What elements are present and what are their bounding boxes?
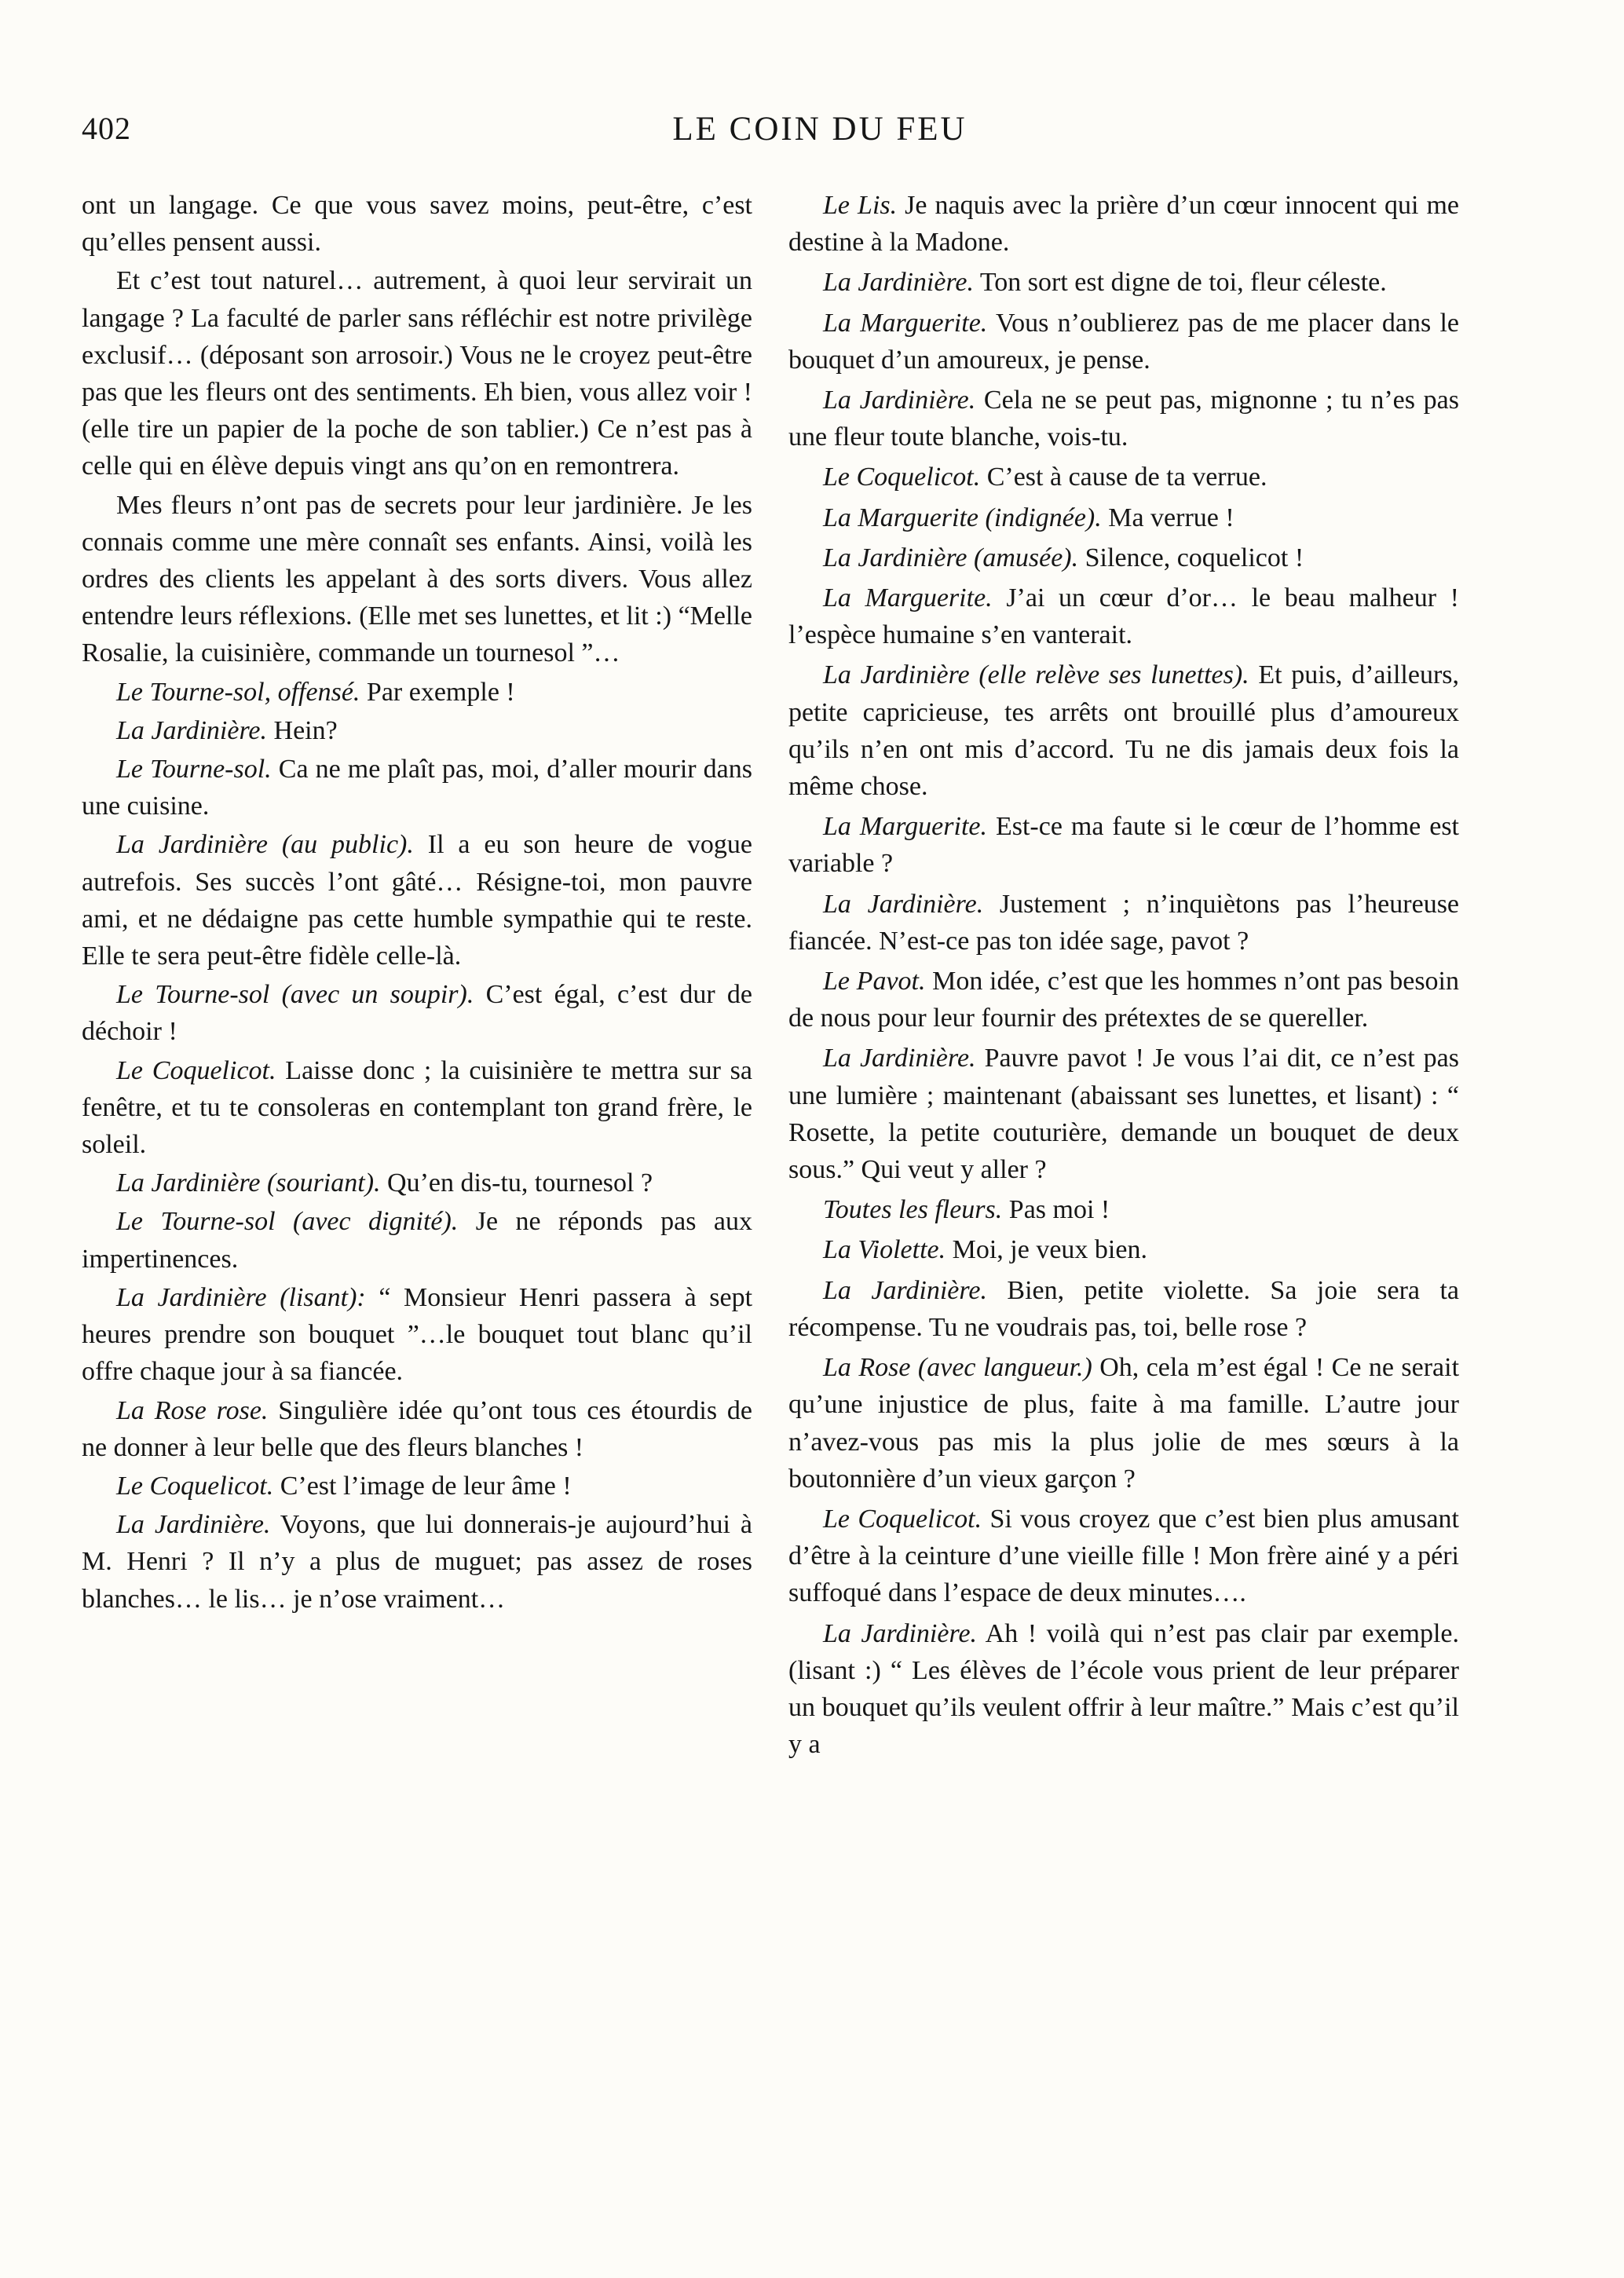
paragraph-text: Si vous croyez que c’est bien plus amusant d’être à la ceinture d’une vieille fille ! Mon frère ainé y a péri suffoqué dans l’espace de deux minutes…. (788, 1504, 1460, 1608)
paragraph-text: Justement ; n’inquiètons pas l’heureuse fiancée. N’est-ce pas ton idée sage, pavot ? (788, 889, 1460, 956)
speaker-name: Le Coquelicot. (823, 463, 981, 492)
prose-paragraph (82, 187, 752, 261)
prose-paragraph (82, 487, 752, 672)
page-number: 402 (82, 111, 131, 146)
dialogue-line (788, 656, 1459, 805)
dialogue-line (82, 1468, 752, 1505)
paragraph-text: Singulière idée qu’ont tous ces étourdis de ne donner à leur belle que des fleurs blanches ! (82, 1395, 753, 1462)
paragraph-text: “ Monsieur Henri passera à sept heures prendre son bouquet ”…le bouquet tout blanc qu’il offre chaque jour à sa fiancée. (82, 1282, 753, 1387)
speaker-name: Le Tourne-sol. (116, 755, 272, 784)
paragraph-text: Par exemple ! (366, 677, 515, 707)
dialogue-line (788, 539, 1459, 576)
dialogue-line (82, 1165, 752, 1201)
speaker-name: La Jardinière (116, 1168, 261, 1198)
dialogue-line (788, 187, 1459, 261)
paragraph-text: Mes fleurs n’ont pas de secrets pour leur jardinière. Je les connais comme une mère connaît ses enfants. Ainsi, voilà les ordres des clients les appelant à des sorts divers. Vous allez entendre leurs réflexions. (Elle met ses lunettes, et lit :) “Melle Rosalie, la cuisinière, commande un tournesol ”… (82, 490, 752, 668)
paragraph-text: C’est égal, c’est dur de déchoir ! (82, 980, 752, 1047)
paragraph-text: J’ai un cœur d’or… le beau malheur ! l’espèce humaine s’en vanterait. (788, 583, 1459, 650)
speaker-name: La Violette. (823, 1235, 946, 1265)
speaker-name: La Jardinière. (823, 889, 984, 919)
stage-direction: (elle relève ses lunettes). (978, 660, 1249, 690)
paragraph-text: C’est à cause de ta verrue. (986, 463, 1267, 492)
dialogue-line (788, 264, 1459, 301)
speaker-name: Le Tourne-sol, offensé. (116, 677, 360, 707)
paragraph-text: Il a eu son heure de vogue autrefois. Ses succès l’ont gâté… Résigne-toi, mon pauvre ami, et ne dédaigne pas cette humble sympathie qui te reste. Elle te sera peut-être fidèle celle-là. (82, 830, 753, 971)
dialogue-line (82, 1279, 752, 1391)
stage-direction: (souriant). (267, 1168, 381, 1198)
speaker-name: Toutes les fleurs. (823, 1195, 1003, 1225)
dialogue-line (788, 580, 1459, 653)
dialogue-line (788, 1349, 1459, 1497)
dialogue-line (788, 1615, 1459, 1764)
paragraph-text: Bien, petite violette. Sa joie sera ta récompense. Tu ne voudrais pas, toi, belle rose ? (788, 1275, 1460, 1342)
speaker-name: La Jardinière. (823, 268, 975, 298)
speaker-name: La Jardinière. (116, 715, 268, 745)
stage-direction: (amusée). (974, 543, 1079, 572)
speaker-name: La Jardinière. (823, 1044, 976, 1073)
dialogue-line (82, 976, 752, 1050)
paragraph-text: Mon idée, c’est que les hommes n’ont pas besoin de nous pour leur fournir des prétextes de se quereller. (788, 967, 1459, 1033)
paragraph-text: Voyons, que lui donnerais-je aujourd’hui à M. Henri ? Il n’y a plus de muguet; pas assez de roses blanches… le lis… je n’ose vraiment… (82, 1510, 752, 1614)
paragraph-text: Est-ce ma faute si le cœur de l’homme est variable ? (788, 812, 1459, 879)
speaker-name: La Jardinière. (823, 1275, 987, 1305)
speaker-name: Le Pavot. (823, 967, 926, 996)
running-title: LE COIN DU FEU (672, 111, 967, 148)
speaker-name: Le Coquelicot. (116, 1055, 276, 1085)
speaker-name: La Jardinière (823, 660, 970, 690)
paragraph-text: Silence, coquelicot ! (1084, 543, 1304, 572)
speaker-name: Le Coquelicot. (116, 1471, 274, 1501)
dialogue-line (82, 674, 752, 711)
page-header (82, 110, 1464, 157)
dialogue-line (82, 1506, 752, 1618)
speaker-name: La Rose (823, 1353, 911, 1383)
dialogue-line (788, 886, 1459, 960)
dialogue-line (788, 305, 1459, 378)
dialogue-line (82, 1392, 752, 1466)
speaker-name: Le Coquelicot. (823, 1504, 982, 1534)
stage-direction: (indignée). (985, 503, 1102, 532)
speaker-name: La Marguerite. (823, 583, 993, 613)
paragraph-text: Je ne réponds pas aux impertinences. (82, 1207, 753, 1274)
dialogue-line (788, 1501, 1459, 1612)
stage-direction: (avec dignité). (293, 1207, 459, 1237)
paragraph-text: Pas moi ! (1008, 1195, 1110, 1225)
paragraph-text: Vous n’oublierez pas de me placer dans le bouquet d’un amoureux, je pense. (788, 308, 1459, 375)
paragraph-text: ont un langage. Ce que vous savez moins, peut-être, c’est qu’elles pensent aussi. (82, 191, 752, 258)
dialogue-line (788, 459, 1459, 495)
dialogue-line (788, 382, 1459, 455)
dialogue-line (788, 499, 1459, 536)
prose-paragraph (82, 262, 752, 484)
dialogue-line (82, 826, 752, 974)
stage-direction: (au public). (281, 830, 414, 860)
right-text-column (788, 187, 1459, 1766)
paragraph-text: Moi, je veux bien. (952, 1235, 1147, 1265)
dialogue-line (788, 1040, 1459, 1188)
paragraph-text: Laisse donc ; la cuisinière te mettra sur sa fenêtre, et tu te consoleras en contemplant ton grand frère, le soleil. (82, 1055, 753, 1160)
speaker-name: La Marguerite. (823, 812, 987, 842)
dialogue-line (788, 963, 1459, 1037)
speaker-name: La Jardinière. (823, 1618, 978, 1648)
paragraph-text: Ah ! voilà qui n’est pas clair par exemple. (lisant :) “ Les élèves de l’école vous prient de leur préparer un bouquet qu’ils veulent offrir à leur maître.” Mais c’est qu’il y a (788, 1618, 1459, 1760)
stage-direction: (avec langueur.) (917, 1353, 1092, 1383)
paragraph-text: Et puis, d’ailleurs, petite capricieuse, tes arrêts ont brouillé plus d’amoureux qu’ils n’en ont mis d’accord. Tu ne dis jamais deux fois la même chose. (788, 660, 1459, 802)
speaker-name: La Jardinière (823, 543, 967, 572)
dialogue-line (82, 1052, 752, 1164)
paragraph-text: Hein? (273, 715, 338, 745)
speaker-name: La Rose rose. (116, 1395, 269, 1425)
paragraph-text: Ton sort est digne de toi, fleur céleste. (979, 268, 1387, 298)
stage-direction: (lisant): (280, 1282, 366, 1312)
speaker-name: Le Tourne-sol (116, 1207, 276, 1237)
stage-direction: (avec un soupir). (281, 980, 474, 1010)
paragraph-text: Ca ne me plaît pas, moi, d’aller mourir dans une cuisine. (82, 755, 752, 821)
paragraph-text: Pauvre pavot ! Je vous l’ai dit, ce n’est pas une lumière ; maintenant (abaissant ses lunettes, et lisant) : “ Rosette, la petite couturière, demande un bouquet de deux sous.” Qui veut y aller ? (788, 1044, 1460, 1185)
left-text-column (82, 187, 752, 1619)
paragraph-text: Qu’en dis-tu, tournesol ? (387, 1168, 653, 1198)
dialogue-line (788, 808, 1459, 882)
speaker-name: La Marguerite (823, 503, 979, 532)
speaker-name: Le Lis. (823, 191, 898, 220)
paragraph-text: Cela ne se peut pas, mignonne ; tu n’es pas une fleur toute blanche, vois-tu. (788, 386, 1459, 452)
dialogue-line (788, 1231, 1459, 1268)
speaker-name: La Jardinière (116, 830, 268, 860)
paragraph-text: Oh, cela m’est égal ! Ce ne serait qu’une injustice de plus, faite à ma famille. L’autre jour n’avez-vous pas mis la plus jolie de mes sœurs à la boutonnière d’un vieux garçon ? (788, 1353, 1460, 1494)
speaker-name: La Marguerite. (823, 308, 988, 338)
dialogue-line (82, 712, 752, 749)
paragraph-text: Ma verrue ! (1108, 503, 1234, 532)
speaker-name: La Jardinière (116, 1282, 267, 1312)
paragraph-text: Et c’est tout naturel… autrement, à quoi leur servirait un langage ? La faculté de parler sans réfléchir est notre privilège exclusif… (déposant son arrosoir.) Vous ne le croyez peut-être pas que les fleurs ont des sentiments. Eh bien, vous allez voir ! (elle tire un papier de la poche de son tablier.) Ce n’est pas à celle qui en élève depuis vingt ans qu’on en remontrera. (82, 266, 752, 481)
dialogue-line (788, 1191, 1459, 1228)
dialogue-line (82, 1203, 752, 1277)
dialogue-line (788, 1272, 1459, 1346)
paragraph-text: Je naquis avec la prière d’un cœur innocent qui me destine à la Madone. (788, 191, 1459, 258)
speaker-name: La Jardinière. (116, 1510, 271, 1540)
paragraph-text: C’est l’image de leur âme ! (280, 1471, 572, 1501)
dialogue-line (82, 751, 752, 825)
speaker-name: La Jardinière. (823, 386, 976, 415)
speaker-name: Le Tourne-sol (116, 980, 270, 1010)
